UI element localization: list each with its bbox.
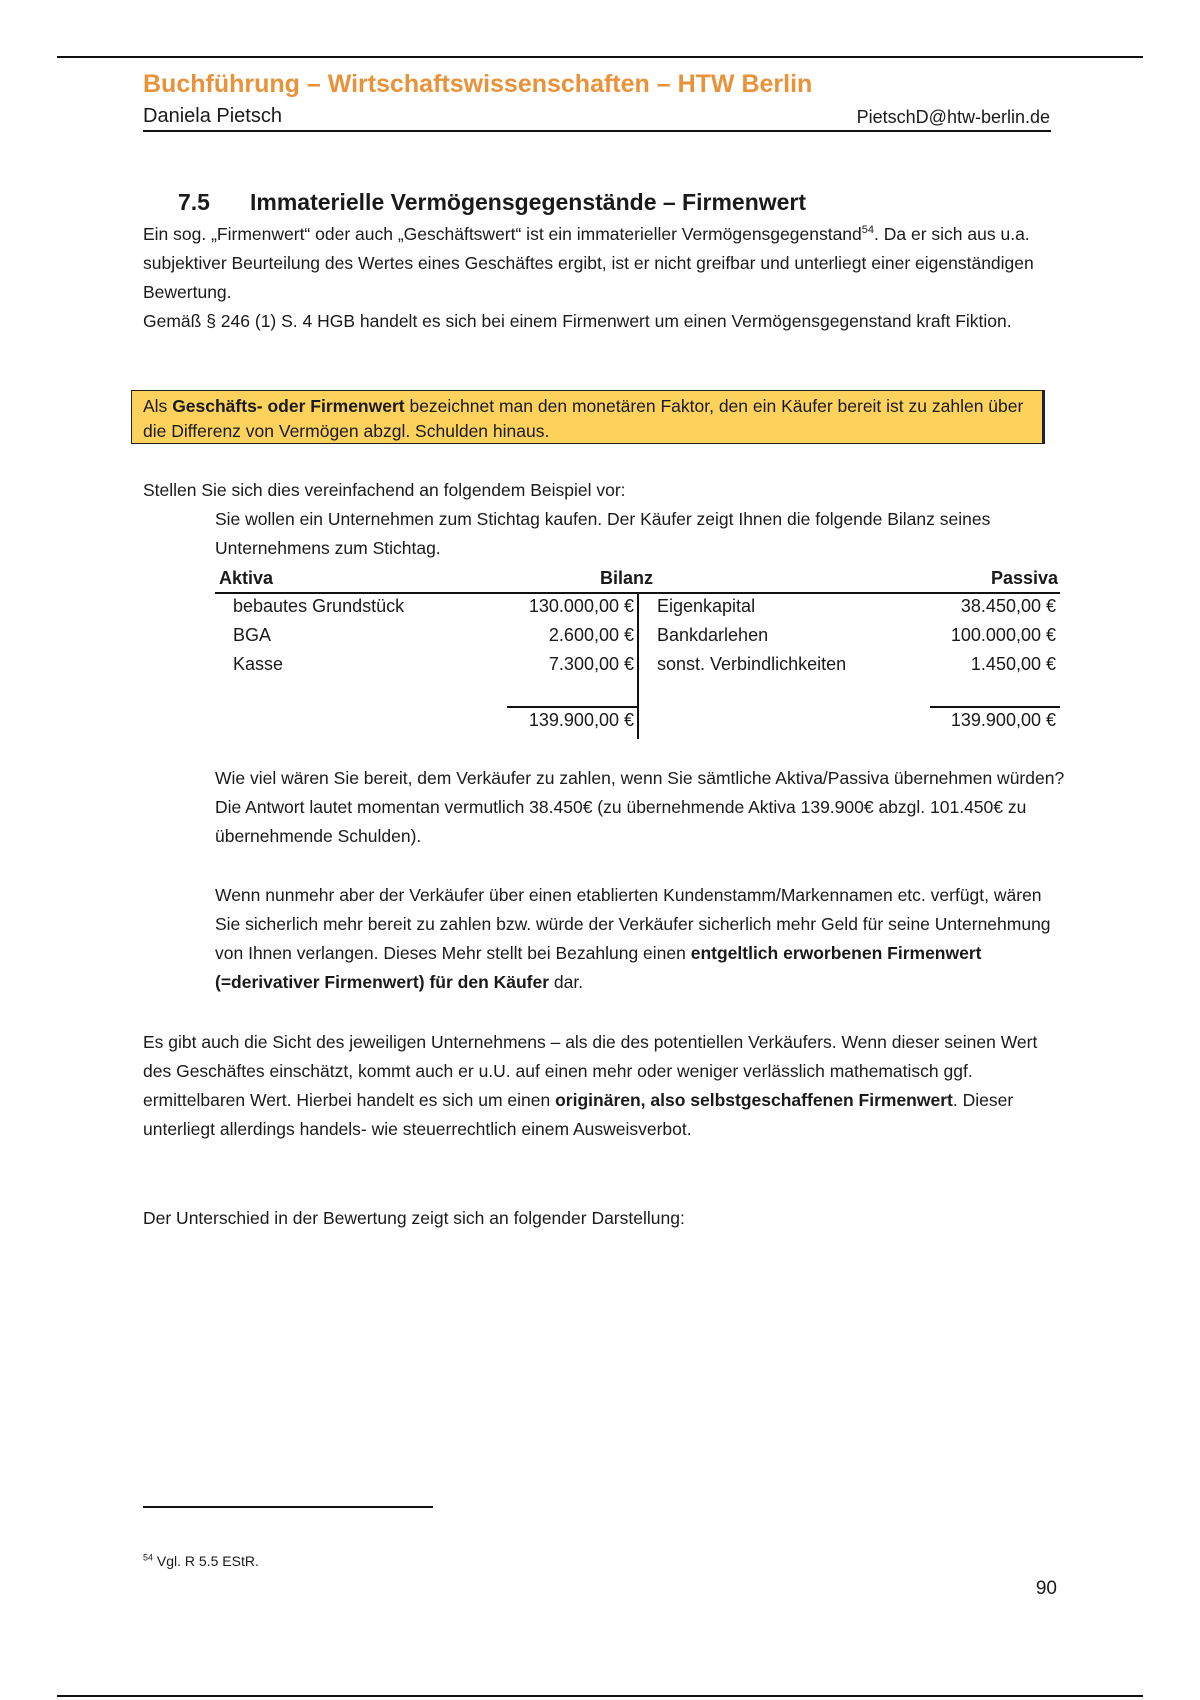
- derivative-post: dar.: [549, 972, 584, 992]
- definition-box: [131, 390, 1045, 444]
- balance-sheet: [215, 566, 1060, 739]
- balance-total-left: 139.900,00 €: [528, 710, 634, 730]
- top-rule: [57, 56, 1143, 58]
- balance-center-header: Bilanz: [600, 568, 654, 588]
- liability-label: sonst. Verbindlichkeiten: [657, 654, 847, 674]
- asset-value: 2.600,00 €: [548, 625, 634, 645]
- definition-term: Geschäfts- oder Firmenwert: [172, 396, 405, 416]
- original-text: Es gibt auch die Sicht des jeweiligen Unternehmens – als die des potentiellen Verkäufers. Wenn dieser seinen Wert des Geschäftes einschätzt, kommt auch er u.U. auf einen mehr oder weniger verlässlich mathematisch ggf. ermittelbaren Wert. Hierbei handelt es sich um einen: [143, 1032, 1038, 1110]
- original-term: originären, also selbstgeschaffenen Firmenwert: [555, 1090, 953, 1110]
- original-post: . Dieser unterliegt allerdings handels- wie steuerrechtlich einem Ausweisverbot.: [143, 1090, 1014, 1139]
- section-heading: [178, 189, 806, 216]
- header-email: PietschD@htw-berlin.de: [856, 107, 1050, 127]
- total-right-rule: [930, 706, 1060, 708]
- question-paragraph: Wie viel wären Sie bereit, dem Verkäufer zu zahlen, wenn Sie sämtliche Aktiva/Passiva übernehmen würden? Die Antwort lautet momentan vermutlich 38.450€ (zu übernehmende Aktiva 139.900€ abzgl. 101.450€ zu übernehmende Schulden).: [215, 768, 1065, 846]
- intro-paragraph: [143, 220, 1063, 336]
- asset-label: BGA: [233, 625, 272, 645]
- total-left-rule: [507, 706, 637, 708]
- balance-center-rule: [637, 592, 639, 739]
- balance-right-header: Passiva: [990, 568, 1058, 588]
- intro-hgb-text: Gemäß § 246 (1) S. 4 HGB handelt es sich bei einem Firmenwert um einen Vermögensgegenstand kraft Fiktion.: [143, 311, 1012, 331]
- example-text: Sie wollen ein Unternehmen zum Stichtag kaufen. Der Käufer zeigt Ihnen die folgende Bilanz seines Unternehmens zum Stichtag.: [215, 509, 991, 558]
- example-lead: Stellen Sie sich dies vereinfachend an folgendem Beispiel vor:: [143, 480, 626, 500]
- footnote-ref: 54: [861, 224, 875, 237]
- definition-pre: Als: [143, 396, 173, 416]
- derivative-paragraph: [215, 881, 1065, 997]
- header-underline: [143, 130, 1051, 132]
- intro-text-cont: . Da er sich aus u.a. subjektiver Beurteilung des Wertes eines Geschäftes ergibt, ist er nicht greifbar und unterliegt einer eigenständigen Bewertung.: [143, 224, 1034, 302]
- intro-text: Ein sog. „Firmenwert“ oder auch „Geschäftswert“ ist ein immaterieller Vermögensgegenstand: [143, 224, 862, 244]
- footnote-text: Vgl. R 5.5 EStR.: [153, 1553, 259, 1569]
- balance-left-header: Aktiva: [219, 568, 274, 588]
- balance-total-right: 139.900,00 €: [950, 710, 1056, 730]
- asset-label: bebautes Grundstück: [233, 596, 405, 616]
- original-paragraph: [143, 1028, 1063, 1144]
- liability-value: 1.450,00 €: [970, 654, 1056, 674]
- liability-value: 38.450,00 €: [960, 596, 1056, 616]
- asset-value: 7.300,00 €: [548, 654, 634, 674]
- page-number: 90: [1035, 1578, 1057, 1599]
- footnote-rule: [143, 1506, 433, 1508]
- closing-sentence: Der Unterschied in der Bewertung zeigt sich an folgender Darstellung:: [143, 1208, 685, 1228]
- section-title: Immaterielle Vermögensgegenstände – Firmenwert: [250, 189, 807, 215]
- footnote-number: 54: [143, 1552, 154, 1563]
- derivative-text: Wenn nunmehr aber der Verkäufer über einen etablierten Kundenstamm/Markennamen etc. verfügt, wären Sie sicherlich mehr bereit zu zahlen bzw. würde der Verkäufer sicherlich mehr Geld für seine Unternehmung von Ihnen verlangen. Dieses Mehr stellt bei Bezahlung einen: [215, 885, 1051, 963]
- liability-label: Bankdarlehen: [657, 625, 769, 645]
- footnote: [143, 1553, 259, 1569]
- liability-label: Eigenkapital: [657, 596, 756, 616]
- bottom-rule: [57, 1695, 1143, 1697]
- asset-label: Kasse: [233, 654, 284, 674]
- derivative-term: entgeltlich erworbenen Firmenwert (=derivativer Firmenwert) für den Käufer: [215, 943, 982, 992]
- header-title: Buchführung – Wirtschaftswissenschaften – HTW Berlin: [143, 70, 813, 98]
- definition-text: bezeichnet man den monetären Faktor, den ein Käufer bereit ist zu zahlen über die Differenz von Vermögen abzgl. Schulden hinaus.: [143, 396, 1024, 441]
- asset-value: 130.000,00 €: [528, 596, 634, 616]
- liability-value: 100.000,00 €: [950, 625, 1056, 645]
- section-number: 7.5: [178, 189, 210, 215]
- header-author: Daniela Pietsch: [143, 105, 282, 127]
